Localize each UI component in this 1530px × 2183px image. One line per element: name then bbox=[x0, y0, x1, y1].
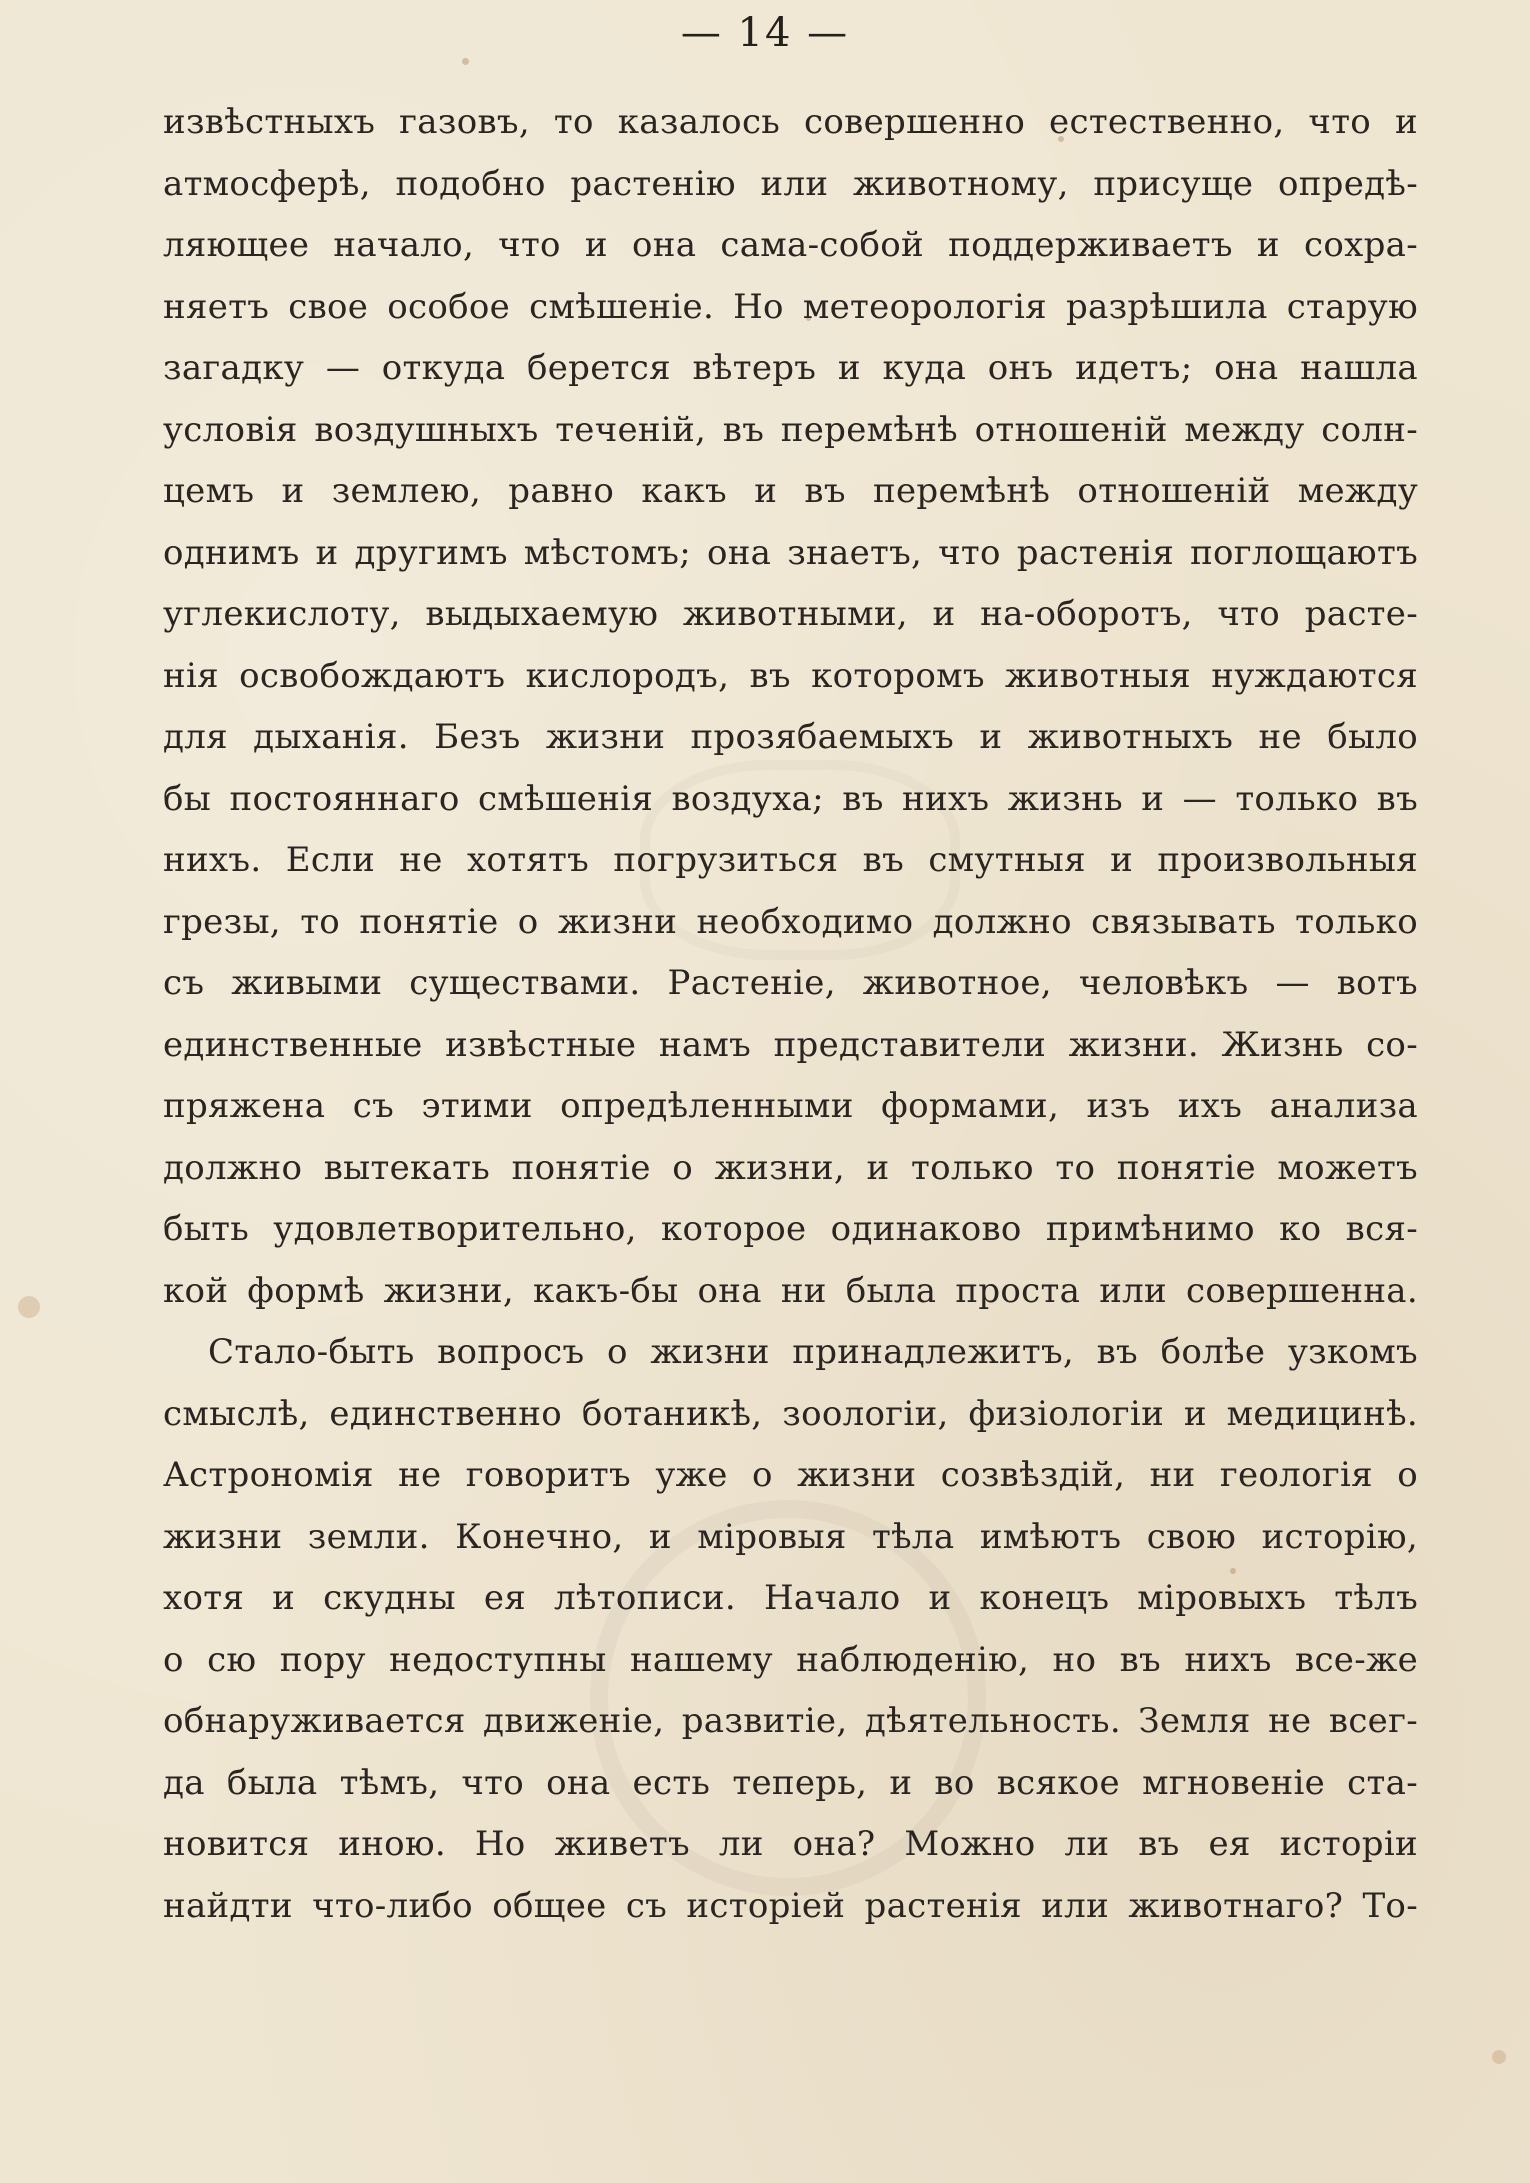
text-line: новится иною. Но живетъ ли она? Можно ли въ ея исторіи bbox=[163, 1824, 1418, 1864]
text-line: найдти что-либо общее съ исторіей растенія или животнаго? То- bbox=[163, 1885, 1418, 1926]
text-line: кой формѣ жизни, какъ-бы она ни была проста или совершенна. bbox=[163, 1270, 1418, 1311]
text-line: цемъ и землею, равно какъ и въ перемѣнѣ отношеній между bbox=[163, 471, 1418, 511]
text-line: углекислоту, выдыхаемую животными, и на-оборотъ, что расте- bbox=[163, 594, 1418, 634]
text-line: обнаруживается движеніе, развитіе, дѣятельность. Земля не всег- bbox=[163, 1701, 1418, 1741]
text-line: однимъ и другимъ мѣстомъ; она знаетъ, что растенія поглощаютъ bbox=[163, 532, 1418, 573]
text-line: смыслѣ, единственно ботаникѣ, зоологіи, физіологіи и медицинѣ. bbox=[163, 1393, 1418, 1434]
text-line: загадку — откуда берется вѣтеръ и куда онъ идетъ; она нашла bbox=[163, 348, 1418, 388]
text-line: да была тѣмъ, что она есть теперь, и во всякое мгновеніе ста- bbox=[163, 1762, 1418, 1803]
text-line: ляющее начало, что и она сама-собой поддерживаетъ и сохра- bbox=[163, 225, 1418, 265]
body-text bbox=[163, 92, 1418, 1937]
foxing-spot bbox=[1492, 2050, 1506, 2064]
text-line: съ живыми существами. Растеніе, животное, человѣкъ — вотъ bbox=[163, 963, 1418, 1003]
text-line: условія воздушныхъ теченій, въ перемѣнѣ отношеній между солн- bbox=[163, 409, 1418, 450]
text-line: нихъ. Если не хотятъ погрузиться въ смутныя и произвольныя bbox=[163, 840, 1418, 880]
text-line: единственные извѣстные намъ представители жизни. Жизнь со- bbox=[163, 1024, 1418, 1065]
text-line-paragraph-start: Стало-быть вопросъ о жизни принадлежитъ, въ болѣе узкомъ bbox=[208, 1332, 1418, 1372]
text-line: жизни земли. Конечно, и міровыя тѣла имѣютъ свою исторію, bbox=[163, 1516, 1418, 1557]
text-line: бы постояннаго смѣшенія воздуха; въ нихъ жизнь и — только въ bbox=[163, 778, 1418, 819]
text-line: пряжена съ этими опредѣленными формами, изъ ихъ анализа bbox=[163, 1086, 1418, 1126]
text-line: няетъ свое особое смѣшеніе. Но метеорологія разрѣшила старую bbox=[163, 286, 1418, 327]
text-line: атмосферѣ, подобно растенію или животному, присуще опредѣ- bbox=[163, 163, 1418, 204]
text-line: нія освобождаютъ кислородъ, въ которомъ животныя нуждаются bbox=[163, 655, 1418, 696]
text-line: Астрономія не говоритъ уже о жизни созвѣздій, ни геологія о bbox=[163, 1455, 1418, 1495]
page-number: — 14 — bbox=[680, 10, 850, 56]
foxing-spot bbox=[18, 1296, 40, 1318]
foxing-spot bbox=[462, 58, 469, 65]
text-line: хотя и скудны ея лѣтописи. Начало и конецъ міровыхъ тѣлъ bbox=[163, 1578, 1418, 1618]
text-line: извѣстныхъ газовъ, то казалось совершенно естественно, что и bbox=[163, 102, 1418, 142]
text-line: быть удовлетворительно, которое одинаково примѣнимо ко вся- bbox=[163, 1209, 1418, 1249]
text-line: должно вытекать понятіе о жизни, и только то понятіе можетъ bbox=[163, 1147, 1418, 1188]
text-line: о сю пору недоступны нашему наблюденію, но въ нихъ все-же bbox=[163, 1639, 1418, 1680]
text-line: для дыханія. Безъ жизни прозябаемыхъ и животныхъ не было bbox=[163, 717, 1418, 757]
text-line: грезы, то понятіе о жизни необходимо должно связывать только bbox=[163, 901, 1418, 942]
